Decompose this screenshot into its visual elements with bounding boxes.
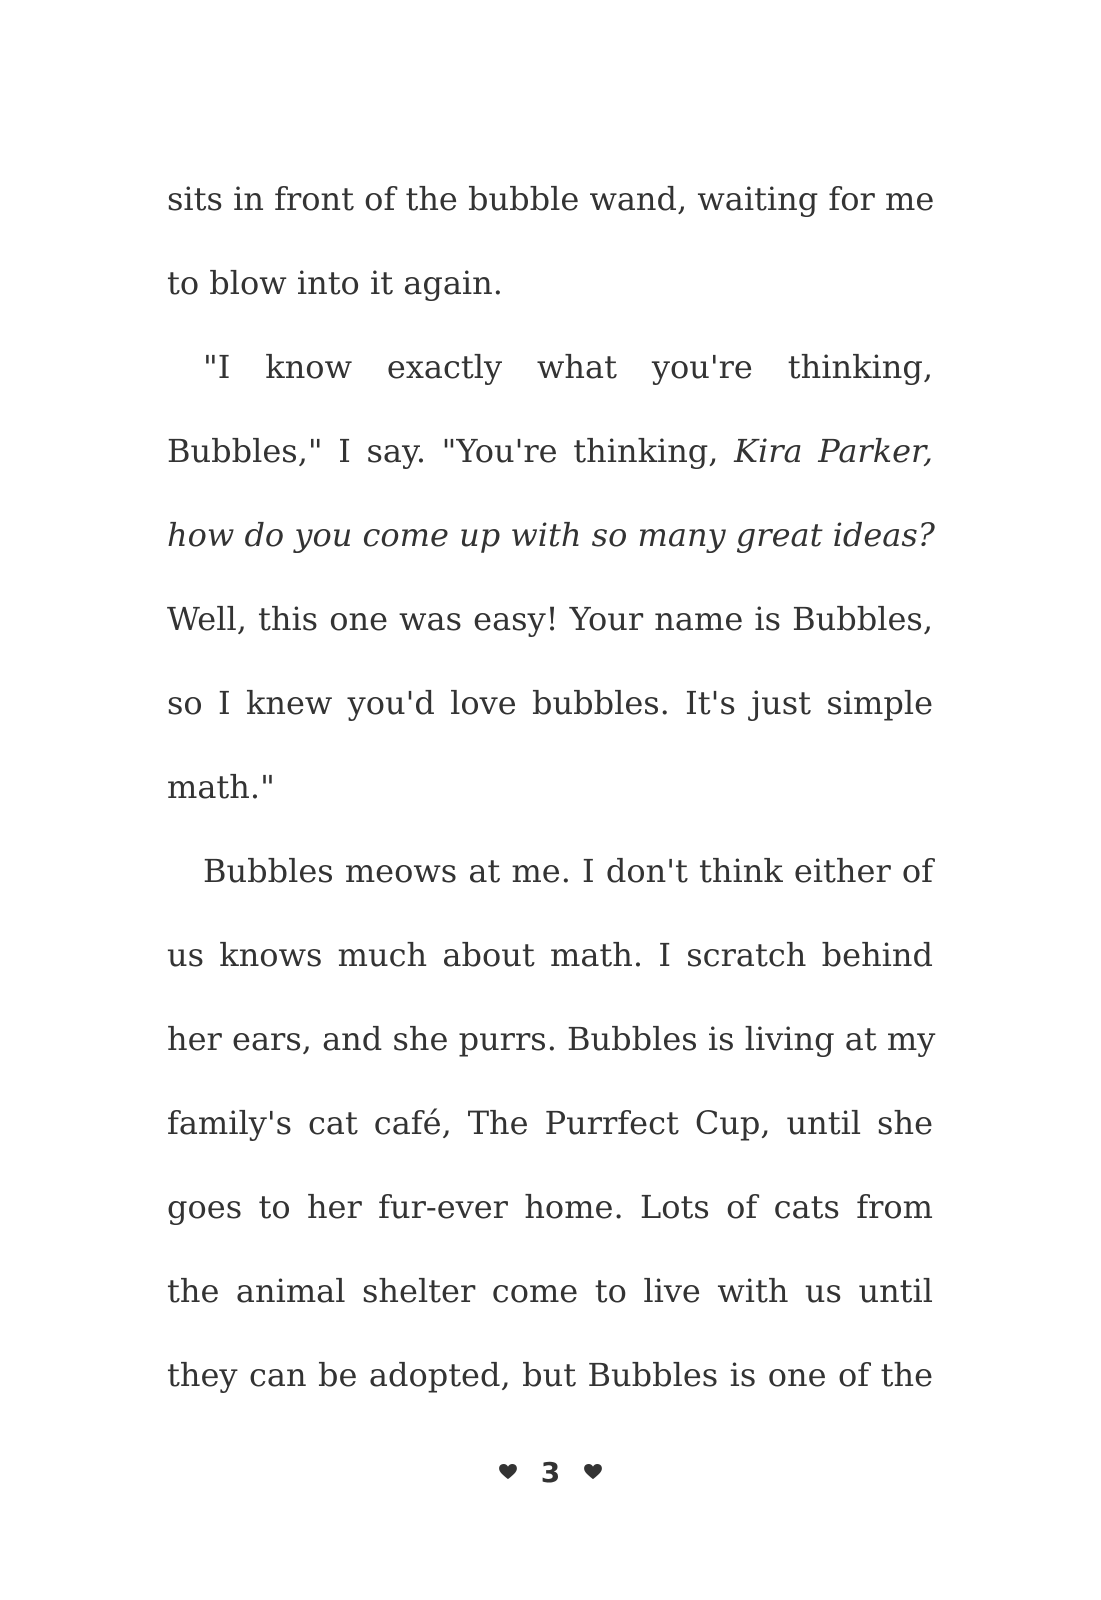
text-line — [167, 838, 933, 922]
text-line — [167, 586, 933, 670]
text-segment: Well, this one was easy! Your name is Bubbles, — [167, 600, 933, 638]
text-line — [167, 334, 933, 418]
body-text — [167, 166, 936, 1426]
text-segment: family's cat café, The Purrfect Cup, until she — [167, 1104, 933, 1142]
text-line — [167, 1174, 933, 1258]
heart-icon — [499, 1464, 517, 1480]
text-line — [167, 418, 933, 502]
page-number: 3 — [540, 1455, 561, 1489]
text-line — [167, 1006, 936, 1090]
italic-text: Kira Parker, — [734, 432, 933, 470]
heart-icon — [584, 1464, 602, 1480]
text-segment: to blow into it again. — [167, 264, 503, 302]
text-line — [167, 670, 933, 754]
text-line — [167, 1258, 933, 1342]
italic-text: how do you come up with so many great ideas? — [167, 516, 935, 554]
text-segment: us knows much about math. I scratch behind — [167, 936, 933, 974]
page-footer — [0, 1452, 1101, 1492]
text-segment: goes to her fur-ever home. Lots of cats from — [167, 1188, 933, 1226]
text-segment: sits in front of the bubble wand, waiting for me — [167, 180, 935, 218]
text-segment: the animal shelter come to live with us until — [167, 1272, 933, 1310]
text-line — [167, 1090, 933, 1174]
text-line — [167, 166, 933, 250]
text-segment: so I knew you'd love bubbles. It's just simple — [167, 684, 933, 722]
text-line — [167, 1342, 933, 1426]
text-segment: "I know exactly what you're thinking, — [203, 348, 933, 386]
text-line — [167, 250, 933, 334]
text-segment: math." — [167, 768, 275, 806]
text-segment: her ears, and she purrs. Bubbles is living at my — [167, 1020, 936, 1058]
text-segment: they can be adopted, but Bubbles is one of the — [167, 1356, 933, 1394]
text-segment: Bubbles," I say. "You're thinking, — [167, 432, 735, 470]
text-line — [167, 754, 933, 838]
text-line — [167, 922, 933, 1006]
text-segment: Bubbles meows at me. I don't think either of — [203, 852, 933, 890]
text-line — [167, 502, 933, 586]
